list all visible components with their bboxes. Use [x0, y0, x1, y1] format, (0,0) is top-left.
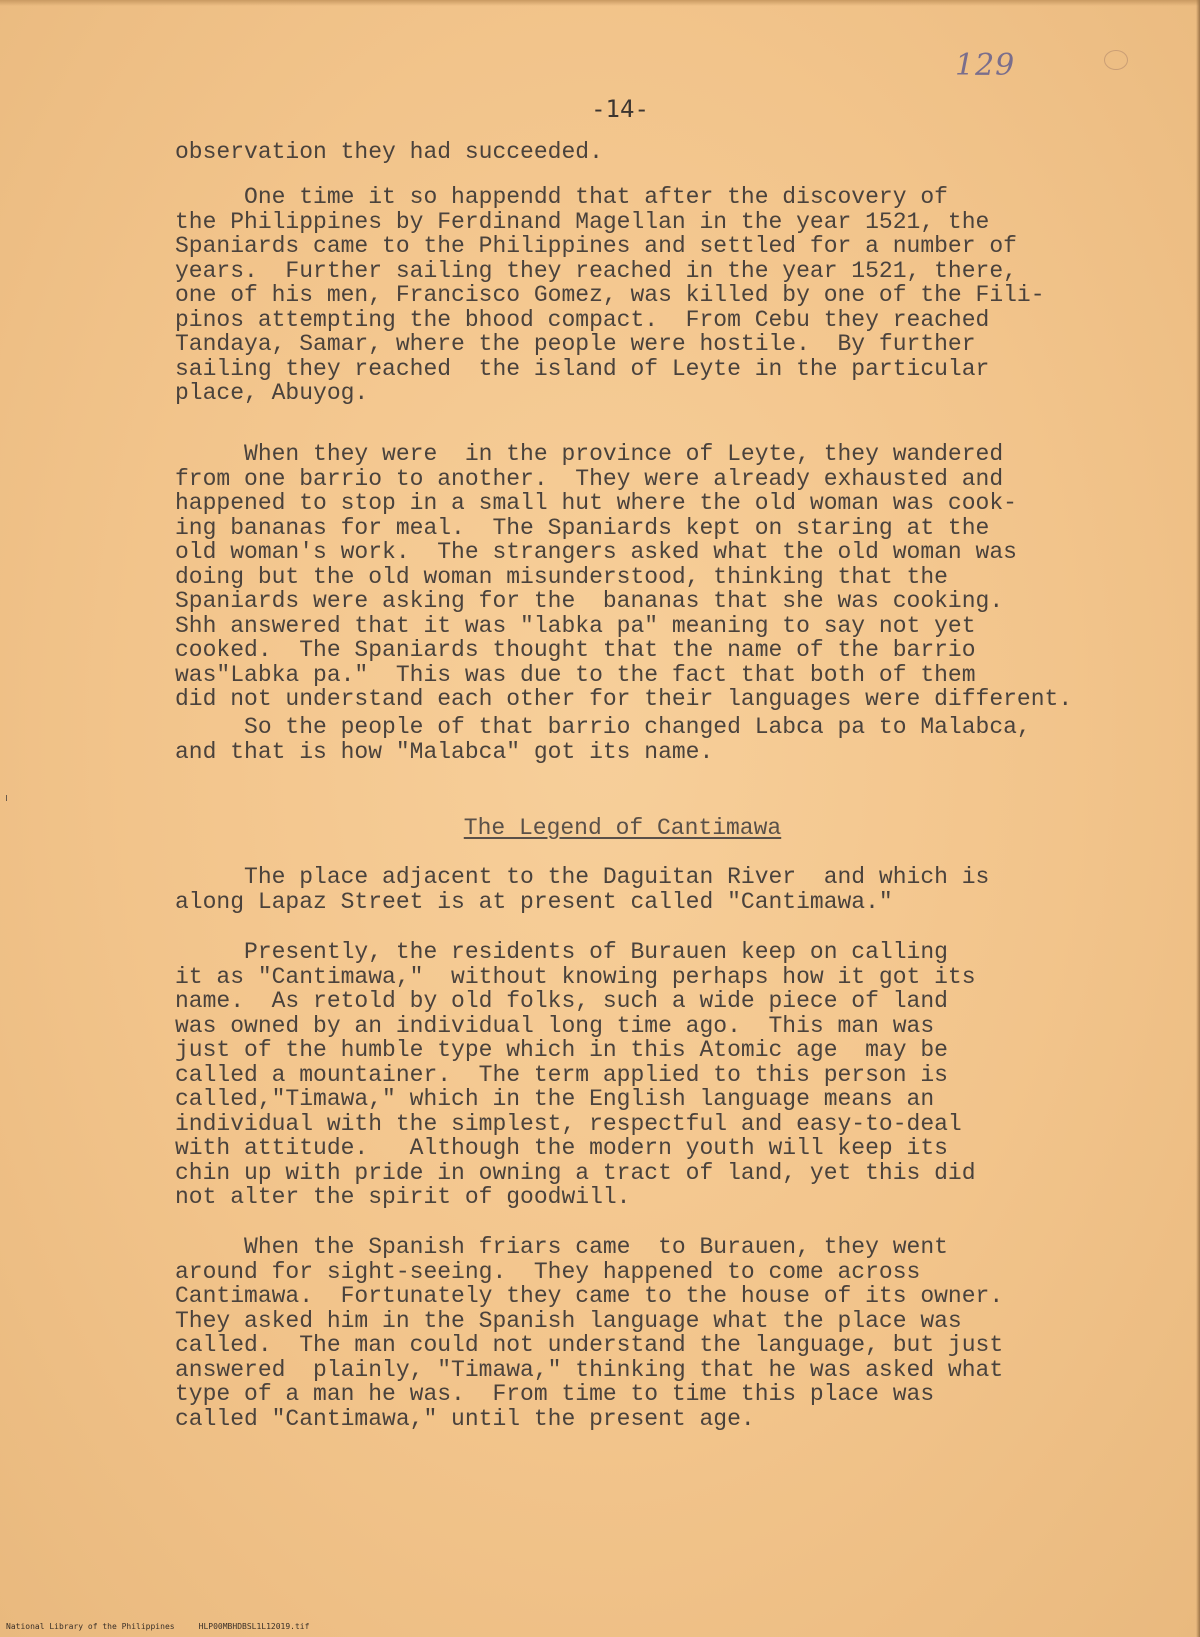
paragraph-magellan: One time it so happendd that after the discovery of the Philippines by Ferdinand Magellan in the year 1521, the Spaniards came to the Philippines and settled for a number of years. Further sailing they reached in the year 1521, there, one of his men, Francisco Gomez, was killed by one of the Fili- pinos attempting the bhood compact. From Cebu they reached Tandaya, Samar, where the people were hostile. By further sailing they reached the island of Leyte in the particular place, Abuyog.	[175, 184, 1045, 406]
faded-stamp-icon	[1104, 50, 1128, 70]
paragraph-leyte: When they were in the province of Leyte, they wandered from one barrio to another. They were already exhausted and happened to stop in a small hut where the old woman was cook- ing bananas for meal. The Spaniards kept on staring at the old woman's work. The strangers asked what the old woman was doing but the old woman misunderstood, thinking that the Spaniards were asking for the bananas that she was cooking. Shh answered that it was "labka pa" meaning to say not yet cooked. The Spaniards thought that the name of the barrio was"Labka pa." This was due to the fact that both of them did not understand each other for their languages were different.	[175, 441, 1073, 712]
paragraph-cantimawa-origin: Presently, the residents of Burauen keep on calling it as "Cantimawa," without knowing perhaps how it got its name. As retold by old folks, such a wide piece of land was owned by an individual long time ago. This man was just of the humble type which in this Atomic age may be called a mountainer. The term applied to this person is called,"Timawa," which in the English language means an individual with the simplest, respectful and easy-to-deal with attitude. Although the modern youth will keep its chin up with pride in owning a tract of land, yet this did not alter the spirit of goodwill.	[175, 939, 976, 1210]
paragraph-spanish-friars: When the Spanish friars came to Burauen, they went around for sight-seeing. They happened to come across Cantimawa. Fortunately they came to the house of its owner. They asked him in the Spanish language what the place was called. The man could not understand the language, but just answered plainly, "Timawa," thinking that he was asked what type of a man he was. From time to time this place was called "Cantimawa," until the present age.	[175, 1234, 1004, 1432]
paragraph-cantimawa-location: The place adjacent to the Daguitan River and which is along Lapaz Street is at present called "Cantimawa."	[175, 864, 990, 915]
paragraph-malabca: So the people of that barrio changed Labca pa to Malabca, and that is how "Malabca" got its name.	[175, 714, 1031, 765]
page-top-edge	[0, 0, 1200, 6]
section-heading-text: The Legend of Cantimawa	[463, 815, 782, 841]
section-heading	[0, 815, 1200, 841]
scan-footer: National Library of the Philippines HLP00MBHDBSL1L12019.tif	[6, 1622, 310, 1631]
handwritten-page-number: 129	[955, 48, 1016, 83]
page-number: -14-	[591, 95, 649, 123]
paragraph-continuation: observation they had succeeded.	[175, 139, 603, 165]
margin-mark	[6, 795, 7, 801]
